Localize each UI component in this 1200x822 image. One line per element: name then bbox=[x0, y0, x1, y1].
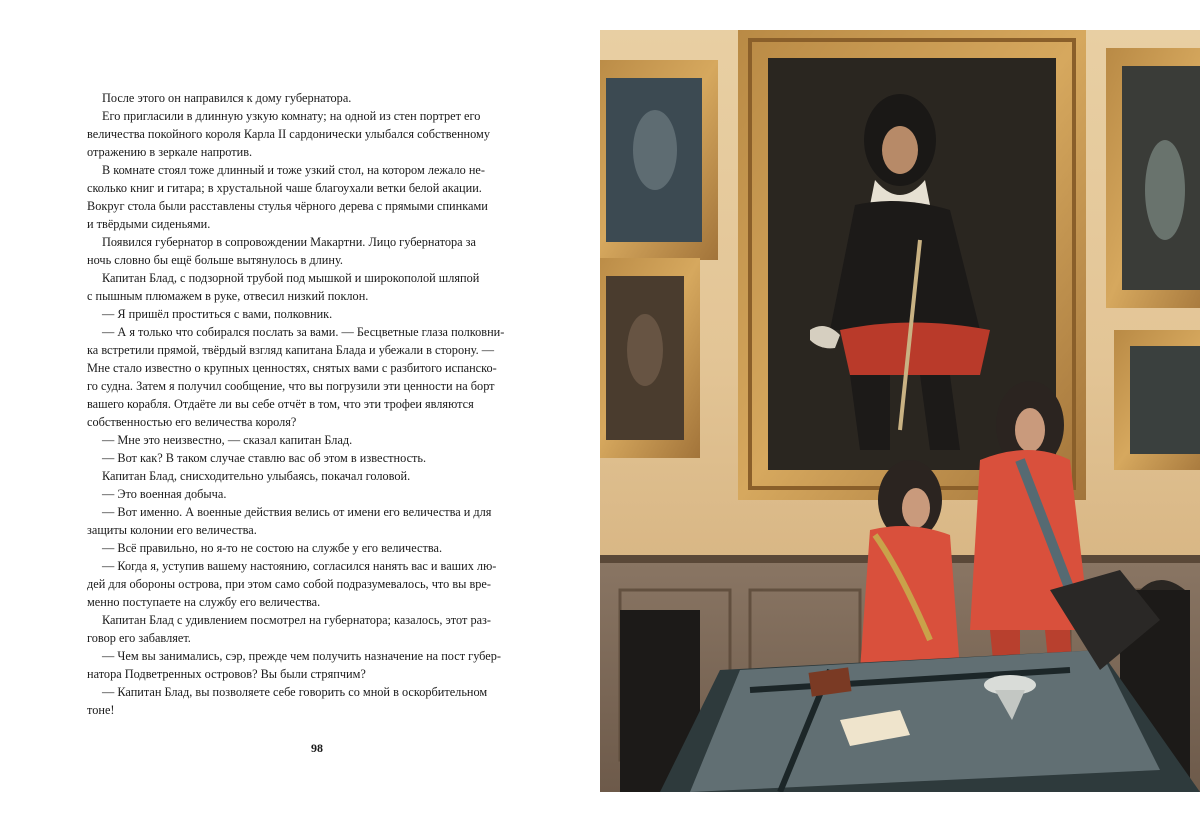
text-line: — Когда я, уступив вашему настоянию, согласился нанять вас и ваших лю- bbox=[102, 559, 497, 573]
text-line: натора Подветренных островов? Вы были стряпчим? bbox=[87, 667, 366, 681]
small-frame-right-bottom bbox=[1114, 330, 1200, 470]
text-line: вашего корабля. Отдаёте ли вы себе отчёт в том, что эти трофеи являются bbox=[87, 397, 474, 411]
text-line: защиты колонии его величества. bbox=[87, 523, 257, 537]
body-text bbox=[87, 89, 547, 719]
text-line: го судна. Затем я получил сообщение, что вы погрузили эти ценности на борт bbox=[87, 379, 495, 393]
text-line: ка встретили прямой, твёрдый взгляд капитана Блада и убежали в сторону. — bbox=[87, 343, 495, 357]
text-line: — Я пришёл проститься с вами, полковник. bbox=[102, 307, 333, 321]
illustration bbox=[600, 30, 1200, 792]
text-line: — Мне это неизвестно, — сказал капитан Блад. bbox=[102, 433, 353, 447]
text-line: — Капитан Блад, вы позволяете себе говорить со мной в оскорбительном bbox=[102, 685, 488, 699]
text-line: менно поступаете на службу его величества. bbox=[87, 595, 321, 609]
text-line: — А я только что собирался послать за вами. — Бесцветные глаза полковни- bbox=[102, 325, 505, 339]
text-line: Капитан Блад, с подзорной трубой под мышкой и широкополой шляпой bbox=[102, 271, 480, 285]
text-line: с пышным плюмажем в руке, отвесил низкий поклон. bbox=[87, 289, 369, 303]
text-line: — Вот как? В таком случае ставлю вас об этом в известность. bbox=[102, 451, 427, 465]
text-line: отражению в зеркале напротив. bbox=[87, 145, 253, 159]
text-line: собственностью его величества короля? bbox=[87, 415, 297, 429]
text-line: ночь словно бы ещё больше вытянулось в длину. bbox=[87, 253, 343, 267]
small-frame-right-top bbox=[1106, 48, 1200, 308]
text-line: говор его забавляет. bbox=[87, 631, 191, 645]
page-number: 98 bbox=[311, 741, 323, 755]
small-frame-left-bottom bbox=[600, 258, 700, 458]
text-line: Капитан Блад с удивлением посмотрел на губернатора; казалось, этот раз- bbox=[102, 613, 491, 627]
text-line: — Вот именно. А военные действия велись от имени его величества и для bbox=[102, 505, 492, 519]
text-line: — Всё правильно, но я-то не состою на службе у его величества. bbox=[102, 541, 443, 555]
text-line: Капитан Блад, снисходительно улыбаясь, покачал головой. bbox=[102, 469, 411, 483]
text-line: После этого он направился к дому губернатора. bbox=[102, 91, 352, 105]
small-frame-left-top bbox=[600, 60, 718, 260]
text-line: Появился губернатор в сопровождении Макартни. Лицо губернатора за bbox=[102, 235, 476, 249]
text-line: В комнате стоял тоже длинный и тоже узкий стол, на котором лежало не- bbox=[102, 163, 485, 177]
text-line: и твёрдыми сиденьями. bbox=[87, 217, 211, 231]
text-line: дей для обороны острова, при этом само собой подразумевалось, что вы вре- bbox=[87, 577, 491, 591]
text-line: Мне стало известно о крупных ценностях, снятых вами с разбитого испанско- bbox=[87, 361, 497, 375]
text-line: Вокруг стола были расставлены стулья чёрного дерева с прямыми спинками bbox=[87, 199, 488, 213]
text-line: величества покойного короля Карла II сардонически улыбался собственному bbox=[87, 127, 490, 141]
text-line: Его пригласили в длинную узкую комнату; на одной из стен портрет его bbox=[102, 109, 481, 123]
text-line: — Чем вы занимались, сэр, прежде чем получить назначение на пост губер- bbox=[102, 649, 501, 663]
text-line: — Это военная добыча. bbox=[102, 487, 227, 501]
text-line: тоне! bbox=[87, 703, 115, 717]
text-line: сколько книг и гитара; в хрустальной чаше благоухали ветки белой акации. bbox=[87, 181, 482, 195]
